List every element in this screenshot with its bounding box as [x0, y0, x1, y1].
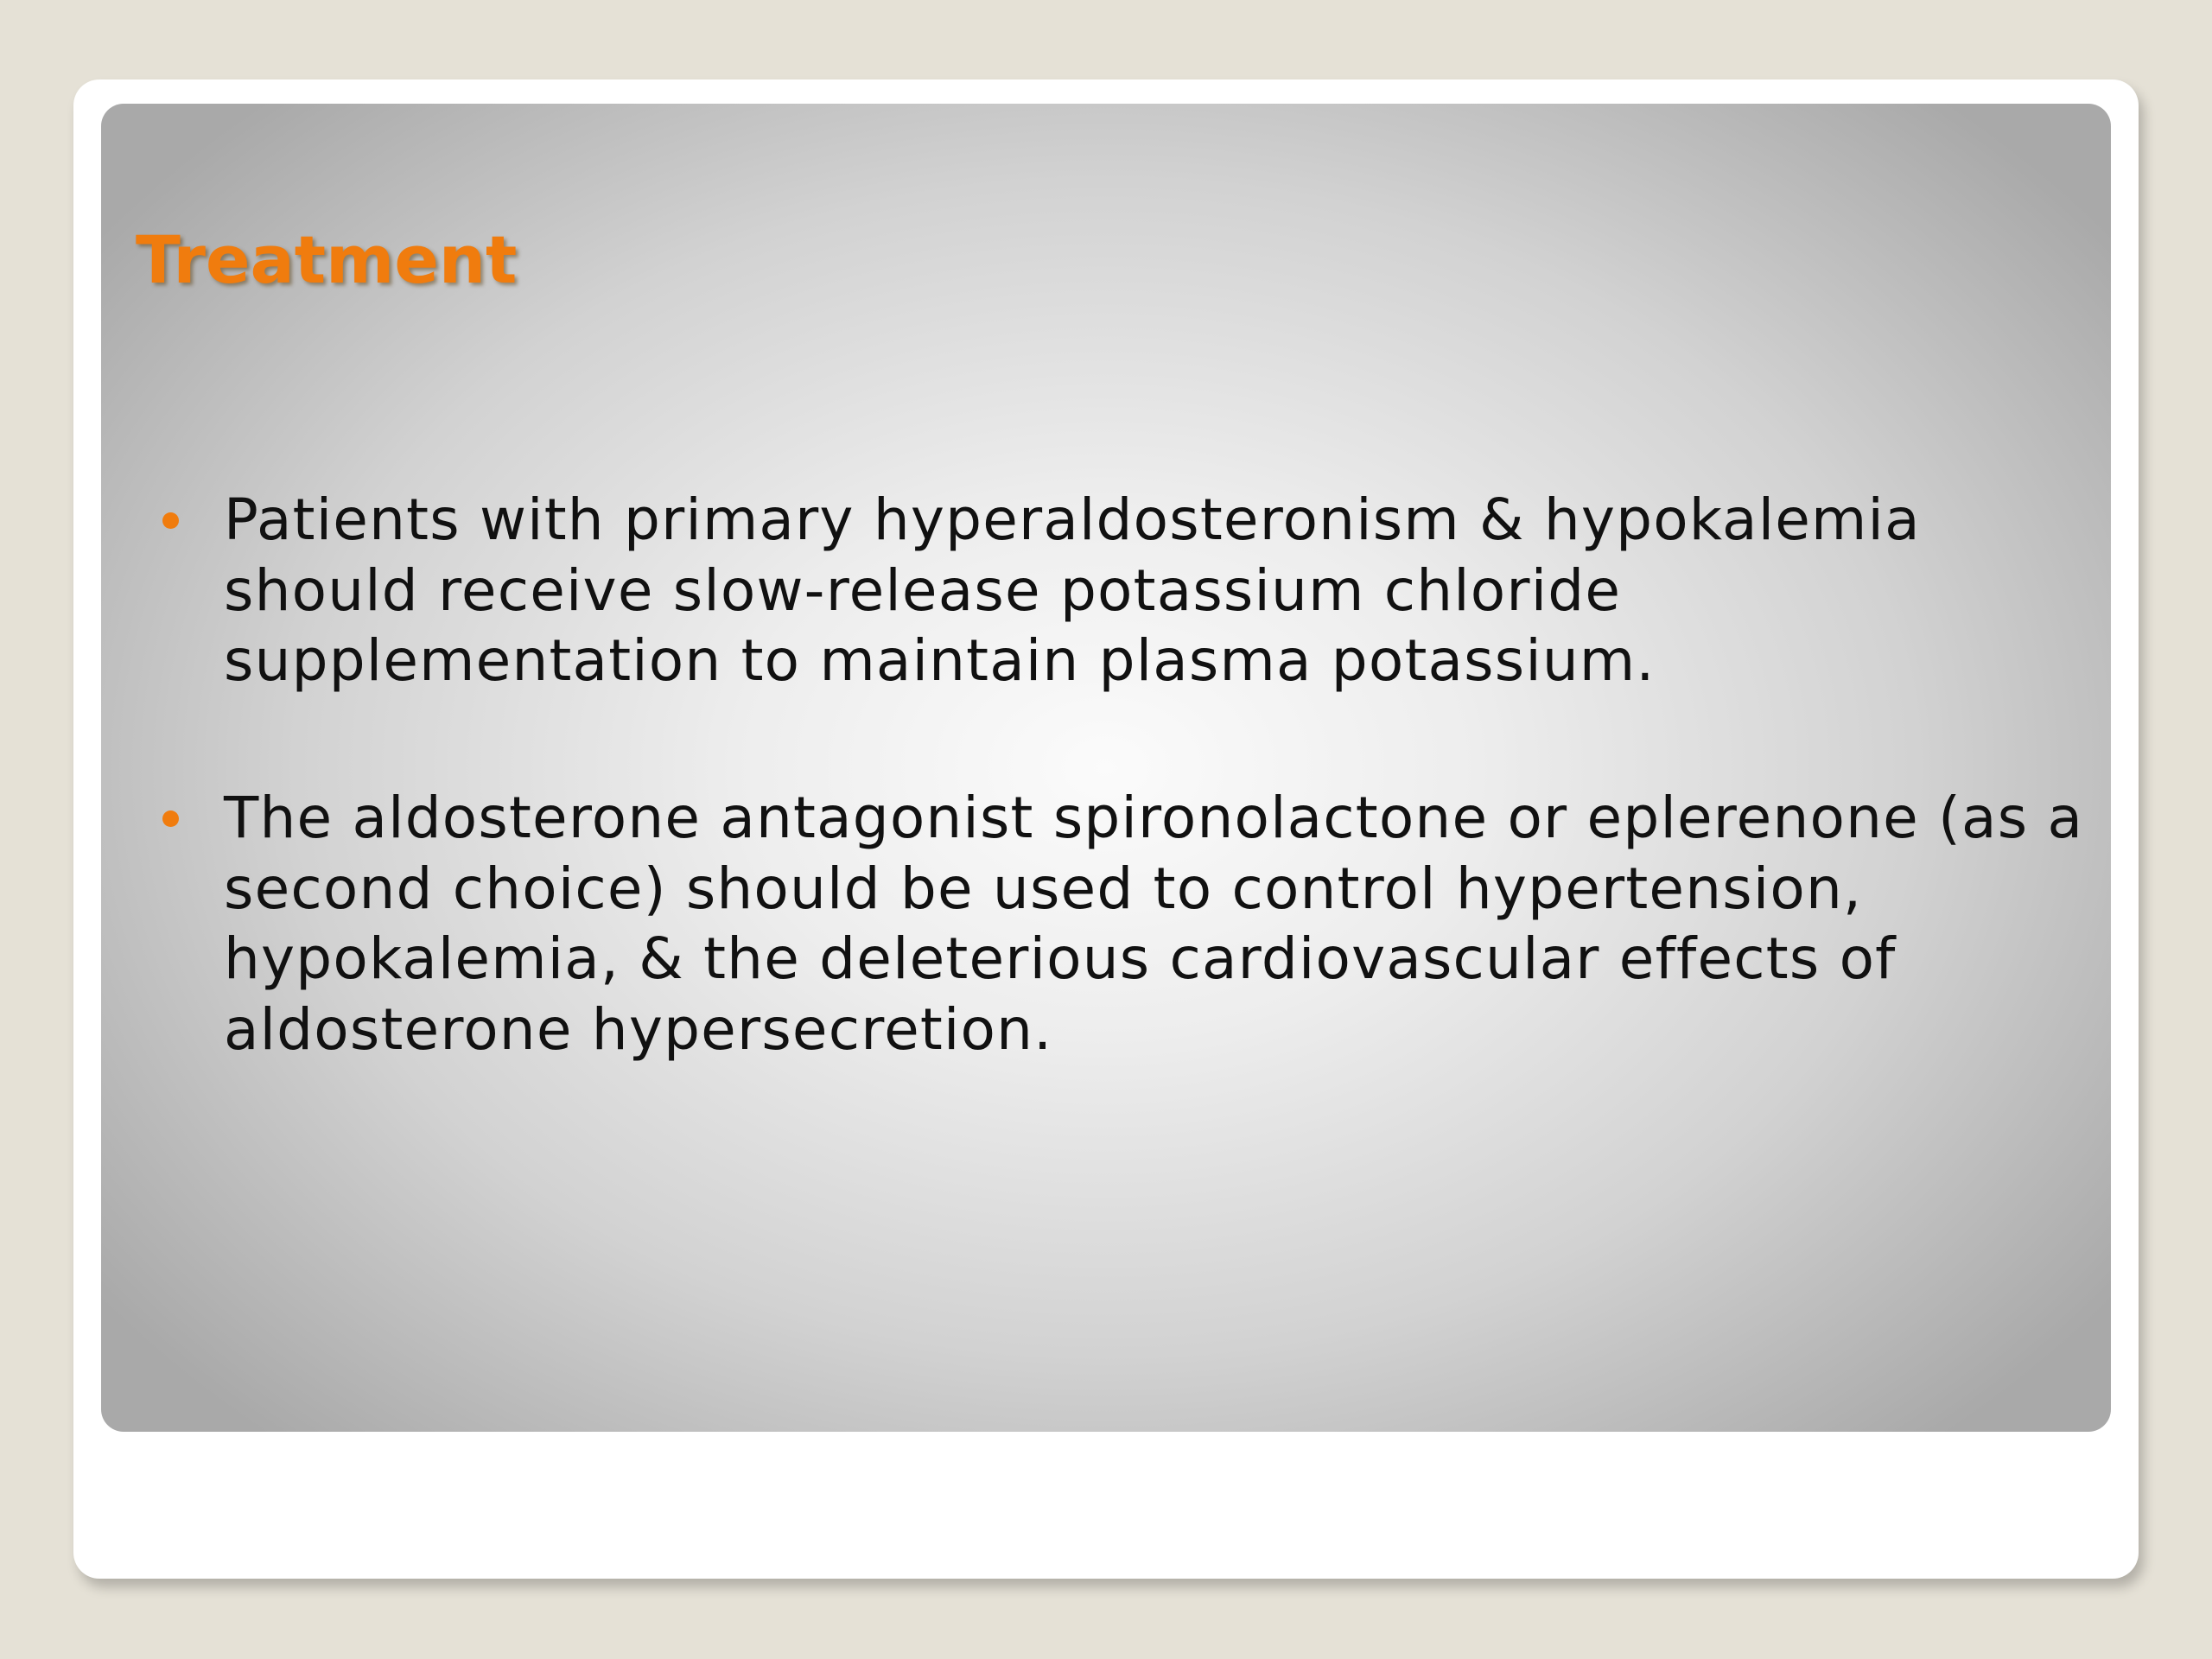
bullet-line: aldosterone hypersecretion.: [224, 995, 1053, 1063]
bullet-line: should receive slow-release potassium chloride: [224, 556, 1622, 624]
bullet-dot-icon: [162, 512, 179, 529]
bullet-text: [224, 485, 2125, 696]
bullet-line: second choice) should be used to control hypertension,: [224, 855, 1863, 922]
slide-title: Treatment: [136, 221, 518, 298]
bullet-line: The aldosterone antagonist spironolactone or eplerenone (as a: [224, 785, 2084, 851]
bullet-line: Patients with primary hyperaldosteronism & hypokalemia: [224, 486, 1921, 553]
bullet-line: supplementation to maintain plasma potassium.: [224, 627, 1656, 694]
bullet-text: [224, 783, 2125, 1065]
bullet-line: hypokalemia, & the deleterious cardiovascular effects of: [224, 925, 1897, 992]
bullet-dot-icon: [162, 810, 179, 827]
